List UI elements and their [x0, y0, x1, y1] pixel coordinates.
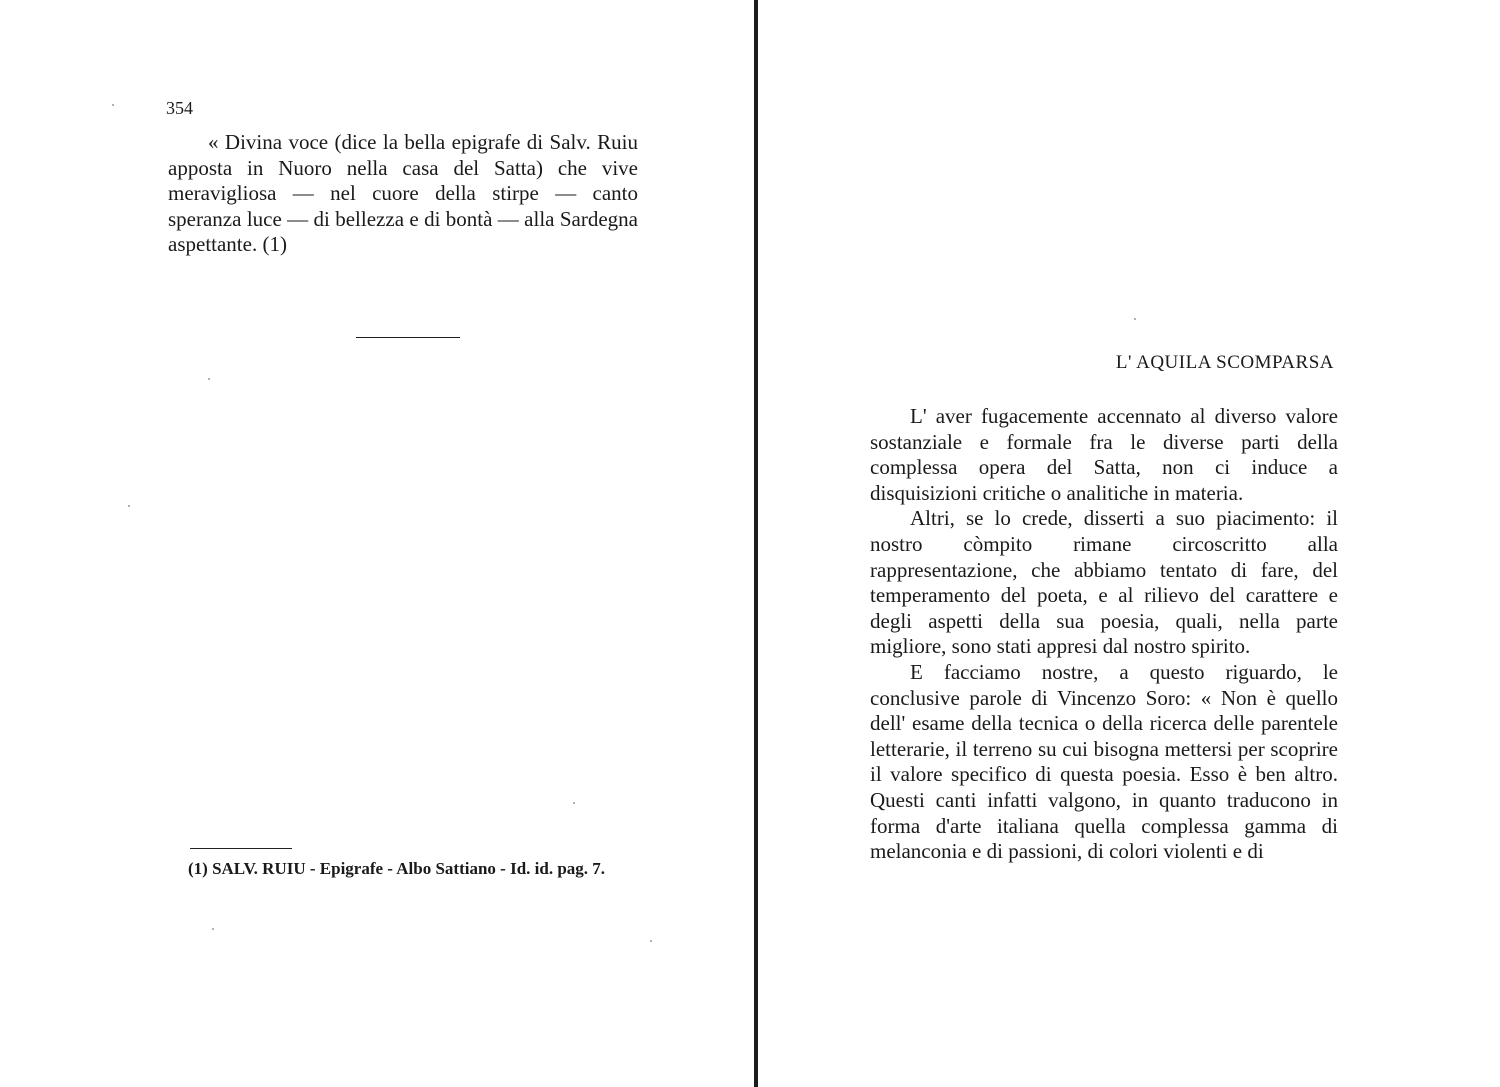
footnote — [188, 856, 658, 881]
paper-speck — [573, 802, 575, 804]
paper-speck — [112, 104, 114, 106]
page-number: 354 — [166, 98, 193, 118]
paper-speck — [1134, 318, 1136, 320]
paper-speck — [212, 928, 214, 930]
paragraph: L' aver fugacemente accennato al diverso valore sostanziale e formale fra le diverse parti della complessa opera del Satta, non ci induce a disquisizioni critiche o analitiche in materia. — [870, 404, 1338, 505]
section-separator — [356, 337, 460, 338]
footnote-rule — [190, 848, 292, 849]
paper-speck — [650, 940, 652, 942]
paragraph: Altri, se lo crede, disserti a suo piacimento: il nostro còmpito rimane circoscritto alla rappresentazione, che abbiamo tentato di fare, del temperamento del poeta, e al rilievo del carattere e degli aspetti della sua poesia, quali, nella parte migliore, sono stati appresi dal nostro spirito. — [870, 506, 1338, 659]
chapter-title: L' AQUILA SCOMPARSA — [1115, 352, 1334, 373]
paper-speck — [208, 378, 210, 380]
epigraph-paragraph: « Divina voce (dice la bella epigrafe di Salv. Ruiu apposta in Nuoro nella casa del Satta) che vive meravigliosa — nel cuore della stirpe — canto speranza luce — di bellezza e di bontà — alla Sardegna aspettante. (1) — [168, 130, 638, 257]
paragraph: E facciamo nostre, a questo riguardo, le conclusive parole di Vincenzo Soro: « Non è quello dell' esame della tecnica o della ricerca delle parentele letterarie, il terreno su cui bisogna mettersi per scoprire il valore specifico di questa poesia. Esso è ben altro. Questi canti infatti valgono, in quanto traducono in forma d'arte italiana quella complessa gamma di melanconia e di passioni, di colori violenti e di — [870, 659, 1338, 864]
footnote-text: (1) SALV. RUIU - Epigrafe - Albo Sattiano - Id. id. pag. 7. — [188, 859, 606, 878]
right-page — [758, 0, 1500, 1087]
paper-speck — [128, 505, 130, 507]
left-page-text — [168, 130, 638, 258]
right-page-text — [870, 404, 1338, 865]
